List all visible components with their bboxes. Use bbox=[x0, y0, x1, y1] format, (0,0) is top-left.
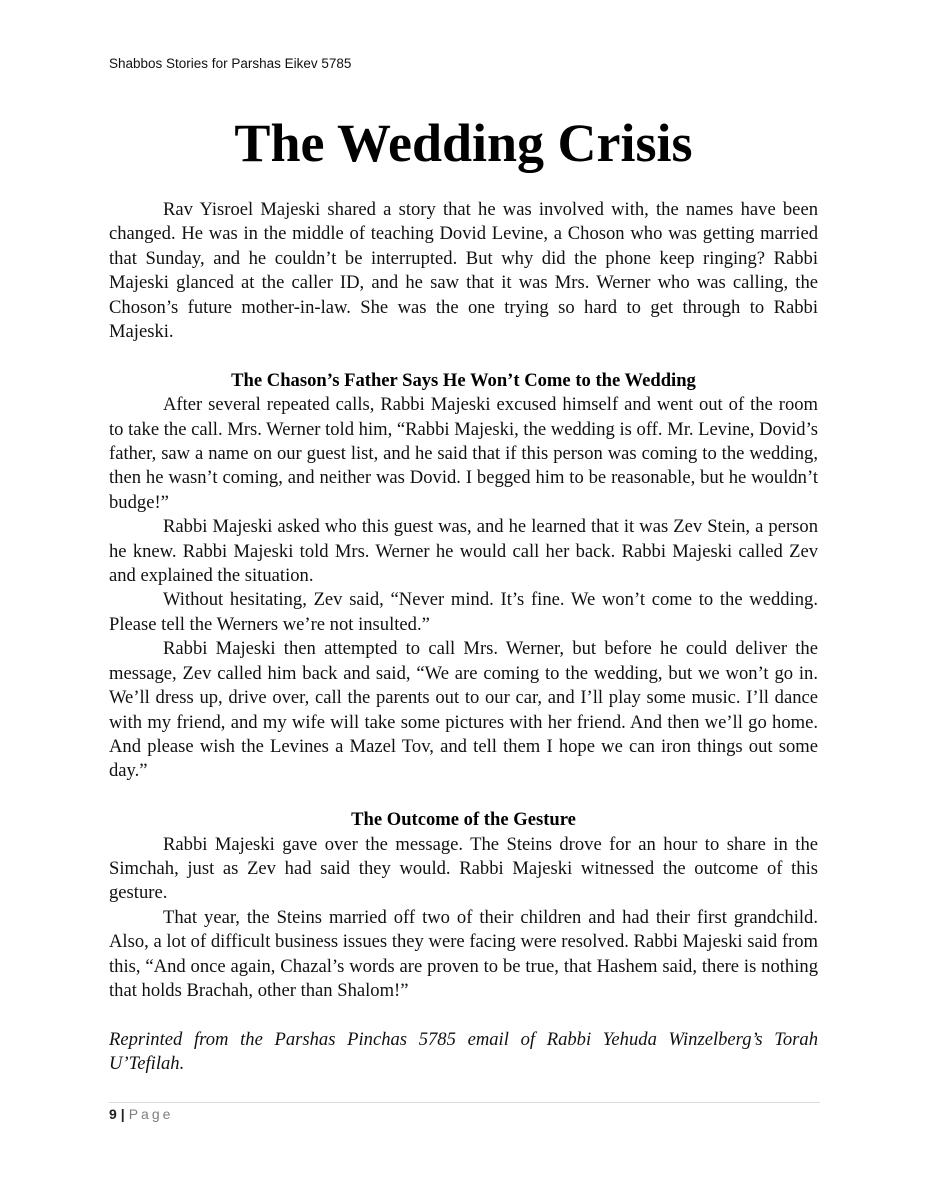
paragraph: Without hesitating, Zev said, “Never mind. It’s fine. We won’t come to the wedding. Please tell the Werners we’re not insulted.” bbox=[109, 589, 818, 635]
page-footer bbox=[109, 1106, 173, 1122]
page-word: Page bbox=[128, 1106, 174, 1122]
reprint-credit: Reprinted from the Parshas Pinchas 5785 email of Rabbi Yehuda Winzelberg’s Torah U’Tefilah. bbox=[109, 1028, 818, 1075]
paragraph: After several repeated calls, Rabbi Majeski excused himself and went out of the room to take the call. Mrs. Werner told him, “Rabbi Majeski, the wedding is off. Mr. Levine, Dovid’s father, saw a name on our guest list, and he said that if this person was coming to the wedding, then he wasn’t coming, and neither was Dovid. I begged him to be reasonable, but he wouldn’t budge!” bbox=[109, 394, 818, 513]
paragraph: Rabbi Majeski asked who this guest was, and he learned that it was Zev Stein, a person he knew. Rabbi Majeski told Mrs. Werner he would call her back. Rabbi Majeski called Zev and explained the situation. bbox=[109, 516, 818, 587]
page-number: 9 bbox=[109, 1106, 117, 1122]
article-title: The Wedding Crisis bbox=[234, 113, 693, 173]
running-header: Shabbos Stories for Parshas Eikev 5785 bbox=[109, 56, 352, 71]
section-heading: The Outcome of the Gesture bbox=[351, 809, 576, 831]
paragraph: Rabbi Majeski gave over the message. The Steins drove for an hour to share in the Simchah, just as Zev had said they would. Rabbi Majeski witnessed the outcome of this gesture. bbox=[109, 833, 818, 904]
paragraph: Rabbi Majeski then attempted to call Mrs. Werner, but before he could deliver the message, Zev called him back and said, “We are coming to the wedding, but we won’t go in. We’ll dress up, drive over, call the parents out to our car, and I’ll play some music. I’ll dance with my friend, and my wife will take some pictures with her friend. And then we’ll go home. And please wish the Levines a Mazel Tov, and tell them I hope we can iron things out some day.” bbox=[109, 638, 818, 782]
paragraph: That year, the Steins married off two of their children and had their first grandchild. Also, a lot of difficult business issues they were facing were resolved. Rabbi Majeski said from this, “And once again, Chazal’s words are proven to be true, that Hashem said, there is nothing that holds Brachah, other than Shalom!” bbox=[109, 906, 818, 1001]
footer-separator: | bbox=[120, 1106, 125, 1122]
article-body bbox=[109, 198, 818, 1077]
intro-paragraph: Rav Yisroel Majeski shared a story that he was involved with, the names have been changed. He was in the middle of teaching Dovid Levine, a Choson who was getting married that Sunday, and he couldn’t be interrupted. But why did the phone keep ringing? Rabbi Majeski glanced at the caller ID, and he saw that it was Mrs. Werner who was calling, the Choson’s future mother-in-law. She was the one trying so hard to get through to Rabbi Majeski. bbox=[109, 199, 818, 343]
footer-divider bbox=[109, 1102, 820, 1103]
section-heading: The Chason’s Father Says He Won’t Come to the Wedding bbox=[231, 369, 696, 391]
